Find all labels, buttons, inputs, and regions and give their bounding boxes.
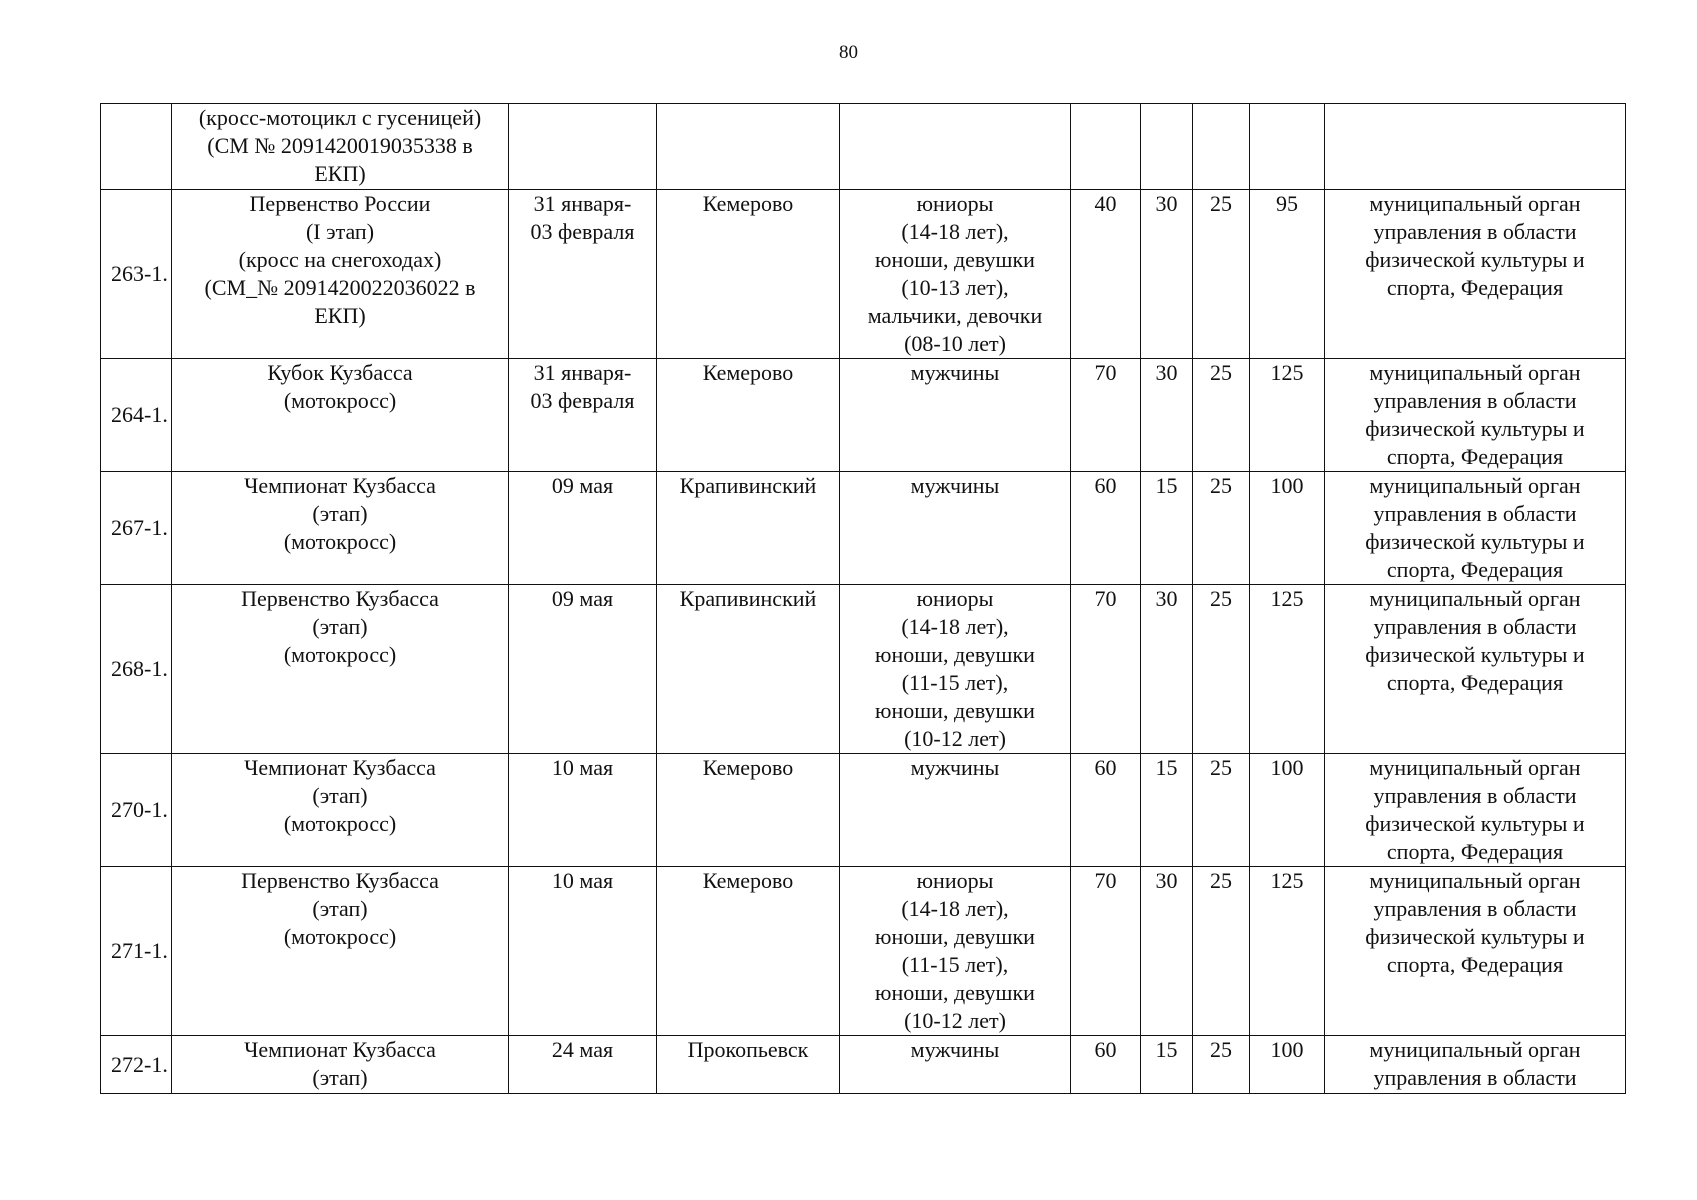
event-date xyxy=(509,104,657,190)
table-row xyxy=(101,1036,1626,1094)
event-participants xyxy=(840,104,1071,190)
event-participants: юниоры (14-18 лет), юноши, девушки (11-15 лет), юноши, девушки (10-12 лет) xyxy=(840,585,1071,754)
count-cell-3: 25 xyxy=(1193,867,1250,1036)
count-cell-3 xyxy=(1193,104,1250,190)
count-total: 100 xyxy=(1250,754,1325,867)
event-place xyxy=(657,104,840,190)
event-name: Чемпионат Кузбасса (этап) (мотокросс) xyxy=(172,754,509,867)
event-date: 10 мая xyxy=(509,754,657,867)
event-date: 31 января- 03 февраля xyxy=(509,190,657,359)
count-cell-2: 15 xyxy=(1141,1036,1193,1094)
count-cell-3: 25 xyxy=(1193,1036,1250,1094)
count-cell-1: 60 xyxy=(1071,754,1141,867)
count-cell-1: 70 xyxy=(1071,359,1141,472)
event-place: Крапивинский xyxy=(657,585,840,754)
event-participants: юниоры (14-18 лет), юноши, девушки (10-13 лет), мальчики, девочки (08-10 лет) xyxy=(840,190,1071,359)
count-total: 125 xyxy=(1250,585,1325,754)
table-row xyxy=(101,585,1626,754)
row-number: 271-1. xyxy=(101,867,172,1036)
event-date: 09 мая xyxy=(509,472,657,585)
event-date: 24 мая xyxy=(509,1036,657,1094)
table-row xyxy=(101,867,1626,1036)
count-cell-1 xyxy=(1071,104,1141,190)
event-participants: мужчины xyxy=(840,1036,1071,1094)
event-organizer: муниципальный орган управления в области физической культуры и спорта, Федерация xyxy=(1325,190,1626,359)
event-name: Чемпионат Кузбасса (этап) xyxy=(172,1036,509,1094)
count-cell-1: 40 xyxy=(1071,190,1141,359)
row-number: 270-1. xyxy=(101,754,172,867)
count-total: 95 xyxy=(1250,190,1325,359)
event-date: 31 января- 03 февраля xyxy=(509,359,657,472)
count-cell-1: 70 xyxy=(1071,867,1141,1036)
event-place: Кемерово xyxy=(657,754,840,867)
count-cell-3: 25 xyxy=(1193,585,1250,754)
row-number xyxy=(101,104,172,190)
event-name: Первенство Кузбасса (этап) (мотокросс) xyxy=(172,867,509,1036)
count-cell-3: 25 xyxy=(1193,472,1250,585)
count-cell-1: 70 xyxy=(1071,585,1141,754)
event-participants: мужчины xyxy=(840,754,1071,867)
page-number: 80 xyxy=(839,42,858,63)
row-number: 272-1. xyxy=(101,1036,172,1094)
count-cell-2: 15 xyxy=(1141,754,1193,867)
table-row xyxy=(101,190,1626,359)
event-place: Прокопьевск xyxy=(657,1036,840,1094)
event-name: (кросс-мотоцикл с гусеницей) (СМ № 2091420019035338 в ЕКП) xyxy=(172,104,509,190)
event-name: Первенство Кузбасса (этап) (мотокросс) xyxy=(172,585,509,754)
event-name: Первенство России (I этап) (кросс на снегоходах) (СМ_№ 2091420022036022 в ЕКП) xyxy=(172,190,509,359)
events-table xyxy=(100,103,1626,1094)
count-cell-2: 30 xyxy=(1141,359,1193,472)
event-participants: мужчины xyxy=(840,472,1071,585)
table-row xyxy=(101,472,1626,585)
event-place: Кемерово xyxy=(657,867,840,1036)
table-row xyxy=(101,754,1626,867)
event-organizer: муниципальный орган управления в области физической культуры и спорта, Федерация xyxy=(1325,754,1626,867)
count-cell-3: 25 xyxy=(1193,754,1250,867)
event-organizer xyxy=(1325,104,1626,190)
event-organizer: муниципальный орган управления в области физической культуры и спорта, Федерация xyxy=(1325,359,1626,472)
count-cell-2: 30 xyxy=(1141,190,1193,359)
event-date: 10 мая xyxy=(509,867,657,1036)
event-participants: юниоры (14-18 лет), юноши, девушки (11-15 лет), юноши, девушки (10-12 лет) xyxy=(840,867,1071,1036)
count-total xyxy=(1250,104,1325,190)
count-cell-2 xyxy=(1141,104,1193,190)
table-row xyxy=(101,104,1626,190)
event-place: Кемерово xyxy=(657,190,840,359)
row-number: 268-1. xyxy=(101,585,172,754)
count-total: 100 xyxy=(1250,472,1325,585)
event-place: Крапивинский xyxy=(657,472,840,585)
count-cell-2: 15 xyxy=(1141,472,1193,585)
event-organizer: муниципальный орган управления в области физической культуры и спорта, Федерация xyxy=(1325,472,1626,585)
count-cell-2: 30 xyxy=(1141,867,1193,1036)
row-number: 263-1. xyxy=(101,190,172,359)
row-number: 264-1. xyxy=(101,359,172,472)
count-cell-3: 25 xyxy=(1193,359,1250,472)
count-total: 125 xyxy=(1250,867,1325,1036)
count-total: 100 xyxy=(1250,1036,1325,1094)
count-cell-1: 60 xyxy=(1071,1036,1141,1094)
event-place: Кемерово xyxy=(657,359,840,472)
event-name: Чемпионат Кузбасса (этап) (мотокросс) xyxy=(172,472,509,585)
event-organizer: муниципальный орган управления в области xyxy=(1325,1036,1626,1094)
count-cell-1: 60 xyxy=(1071,472,1141,585)
event-organizer: муниципальный орган управления в области физической культуры и спорта, Федерация xyxy=(1325,585,1626,754)
row-number: 267-1. xyxy=(101,472,172,585)
count-cell-3: 25 xyxy=(1193,190,1250,359)
count-cell-2: 30 xyxy=(1141,585,1193,754)
table-row xyxy=(101,359,1626,472)
count-total: 125 xyxy=(1250,359,1325,472)
event-name: Кубок Кузбасса (мотокросс) xyxy=(172,359,509,472)
event-participants: мужчины xyxy=(840,359,1071,472)
event-organizer: муниципальный орган управления в области физической культуры и спорта, Федерация xyxy=(1325,867,1626,1036)
event-date: 09 мая xyxy=(509,585,657,754)
